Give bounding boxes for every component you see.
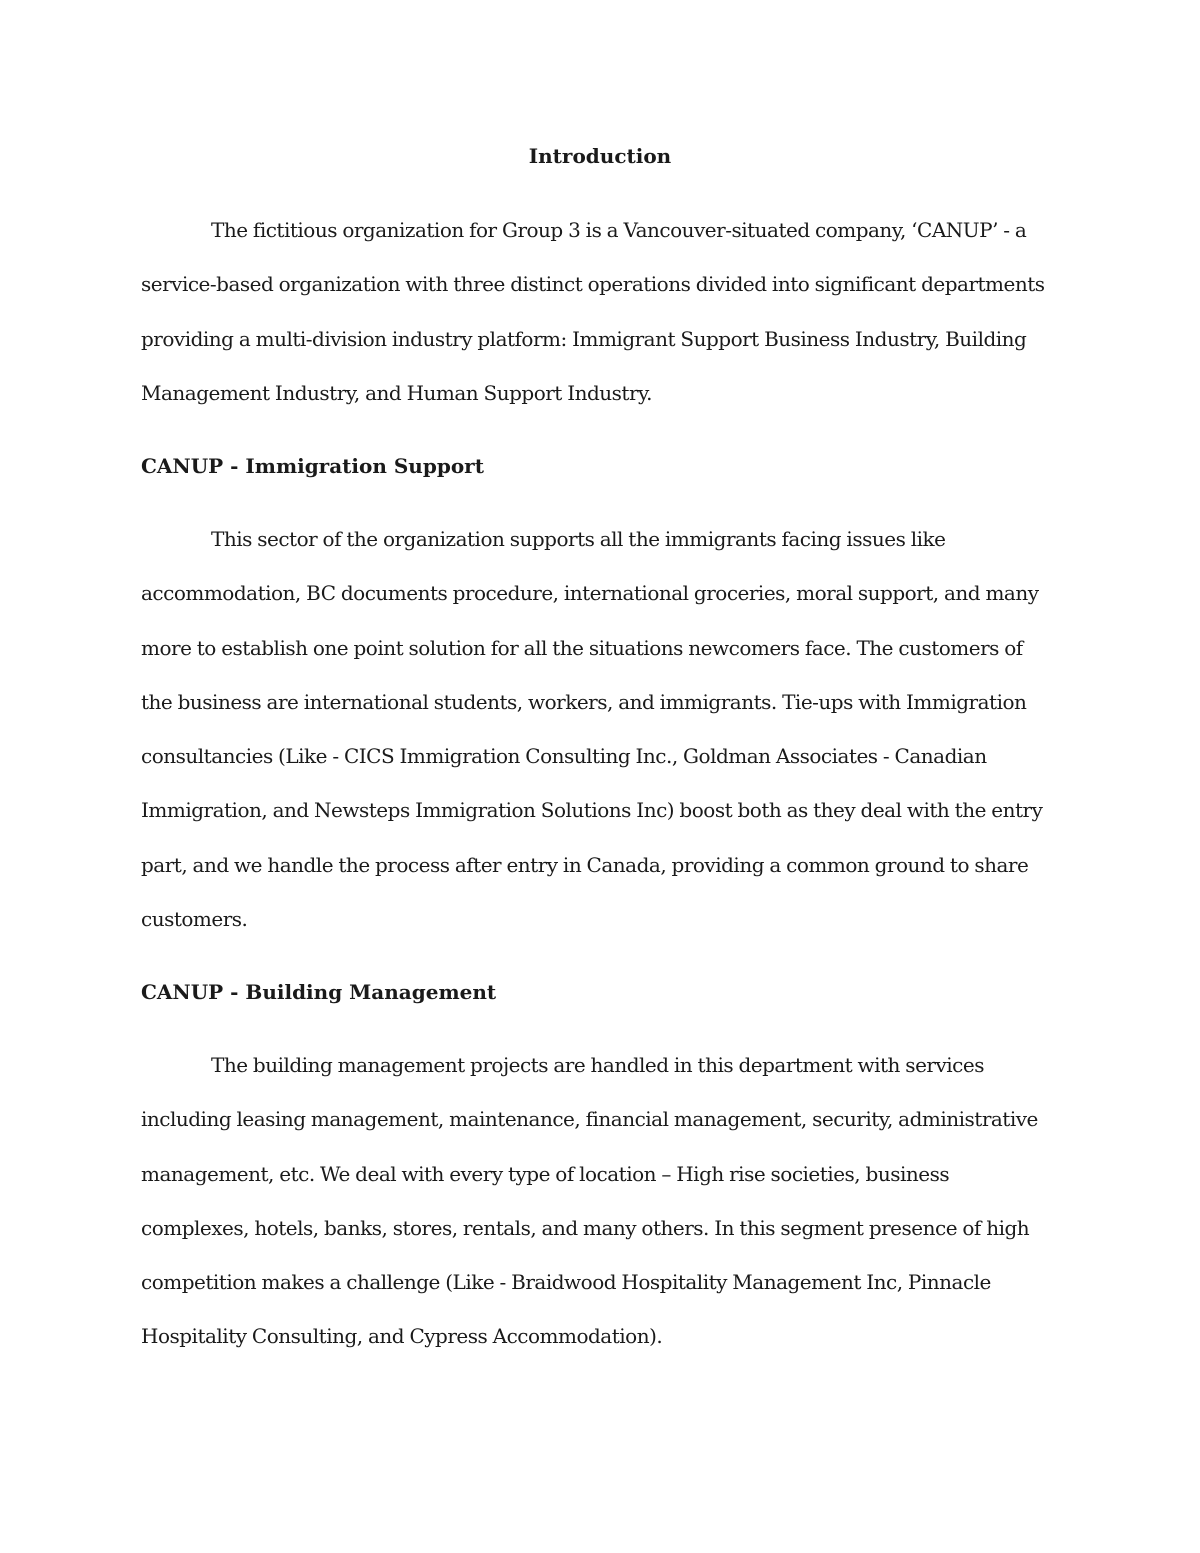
section-heading-building-management: CANUP - Building Management <box>141 980 497 1004</box>
section-heading-immigration-support: CANUP - Immigration Support <box>141 454 484 478</box>
section-paragraph-building-management: The building management projects are handled in this department with services including leasing management, maintenance, financial management, security, administrative management, etc. We deal with every type of location – High rise societies, business complexes, hotels, banks, stores, rentals, and many others. In this segment presence of high competition makes a challenge (Like - Braidwood Hospitality Management Inc, Pinnacle Hospitality Consulting, and Cypress Accommodation). <box>141 1053 1038 1349</box>
page-title: Introduction <box>528 144 672 168</box>
intro-paragraph: The fictitious organization for Group 3 is a Vancouver-situated company, ‘CANUP’ - a service-based organization with three distinct operations divided into significant departments providing a multi-division industry platform: Immigrant Support Business Industry, Building Management Industry, and Human Support Industry. <box>141 218 1045 405</box>
section-paragraph-immigration-support: This sector of the organization supports all the immigrants facing issues like accommodation, BC documents procedure, international groceries, moral support, and many more to establish one point solution for all the situations newcomers face. The customers of the business are international students, workers, and immigrants. Tie-ups with Immigration consultancies (Like - CICS Immigration Consulting Inc., Goldman Associates - Canadian Immigration, and Newsteps Immigration Solutions Inc) boost both as they deal with the entry part, and we handle the process after entry in Canada, providing a common ground to share customers. <box>141 527 1043 932</box>
